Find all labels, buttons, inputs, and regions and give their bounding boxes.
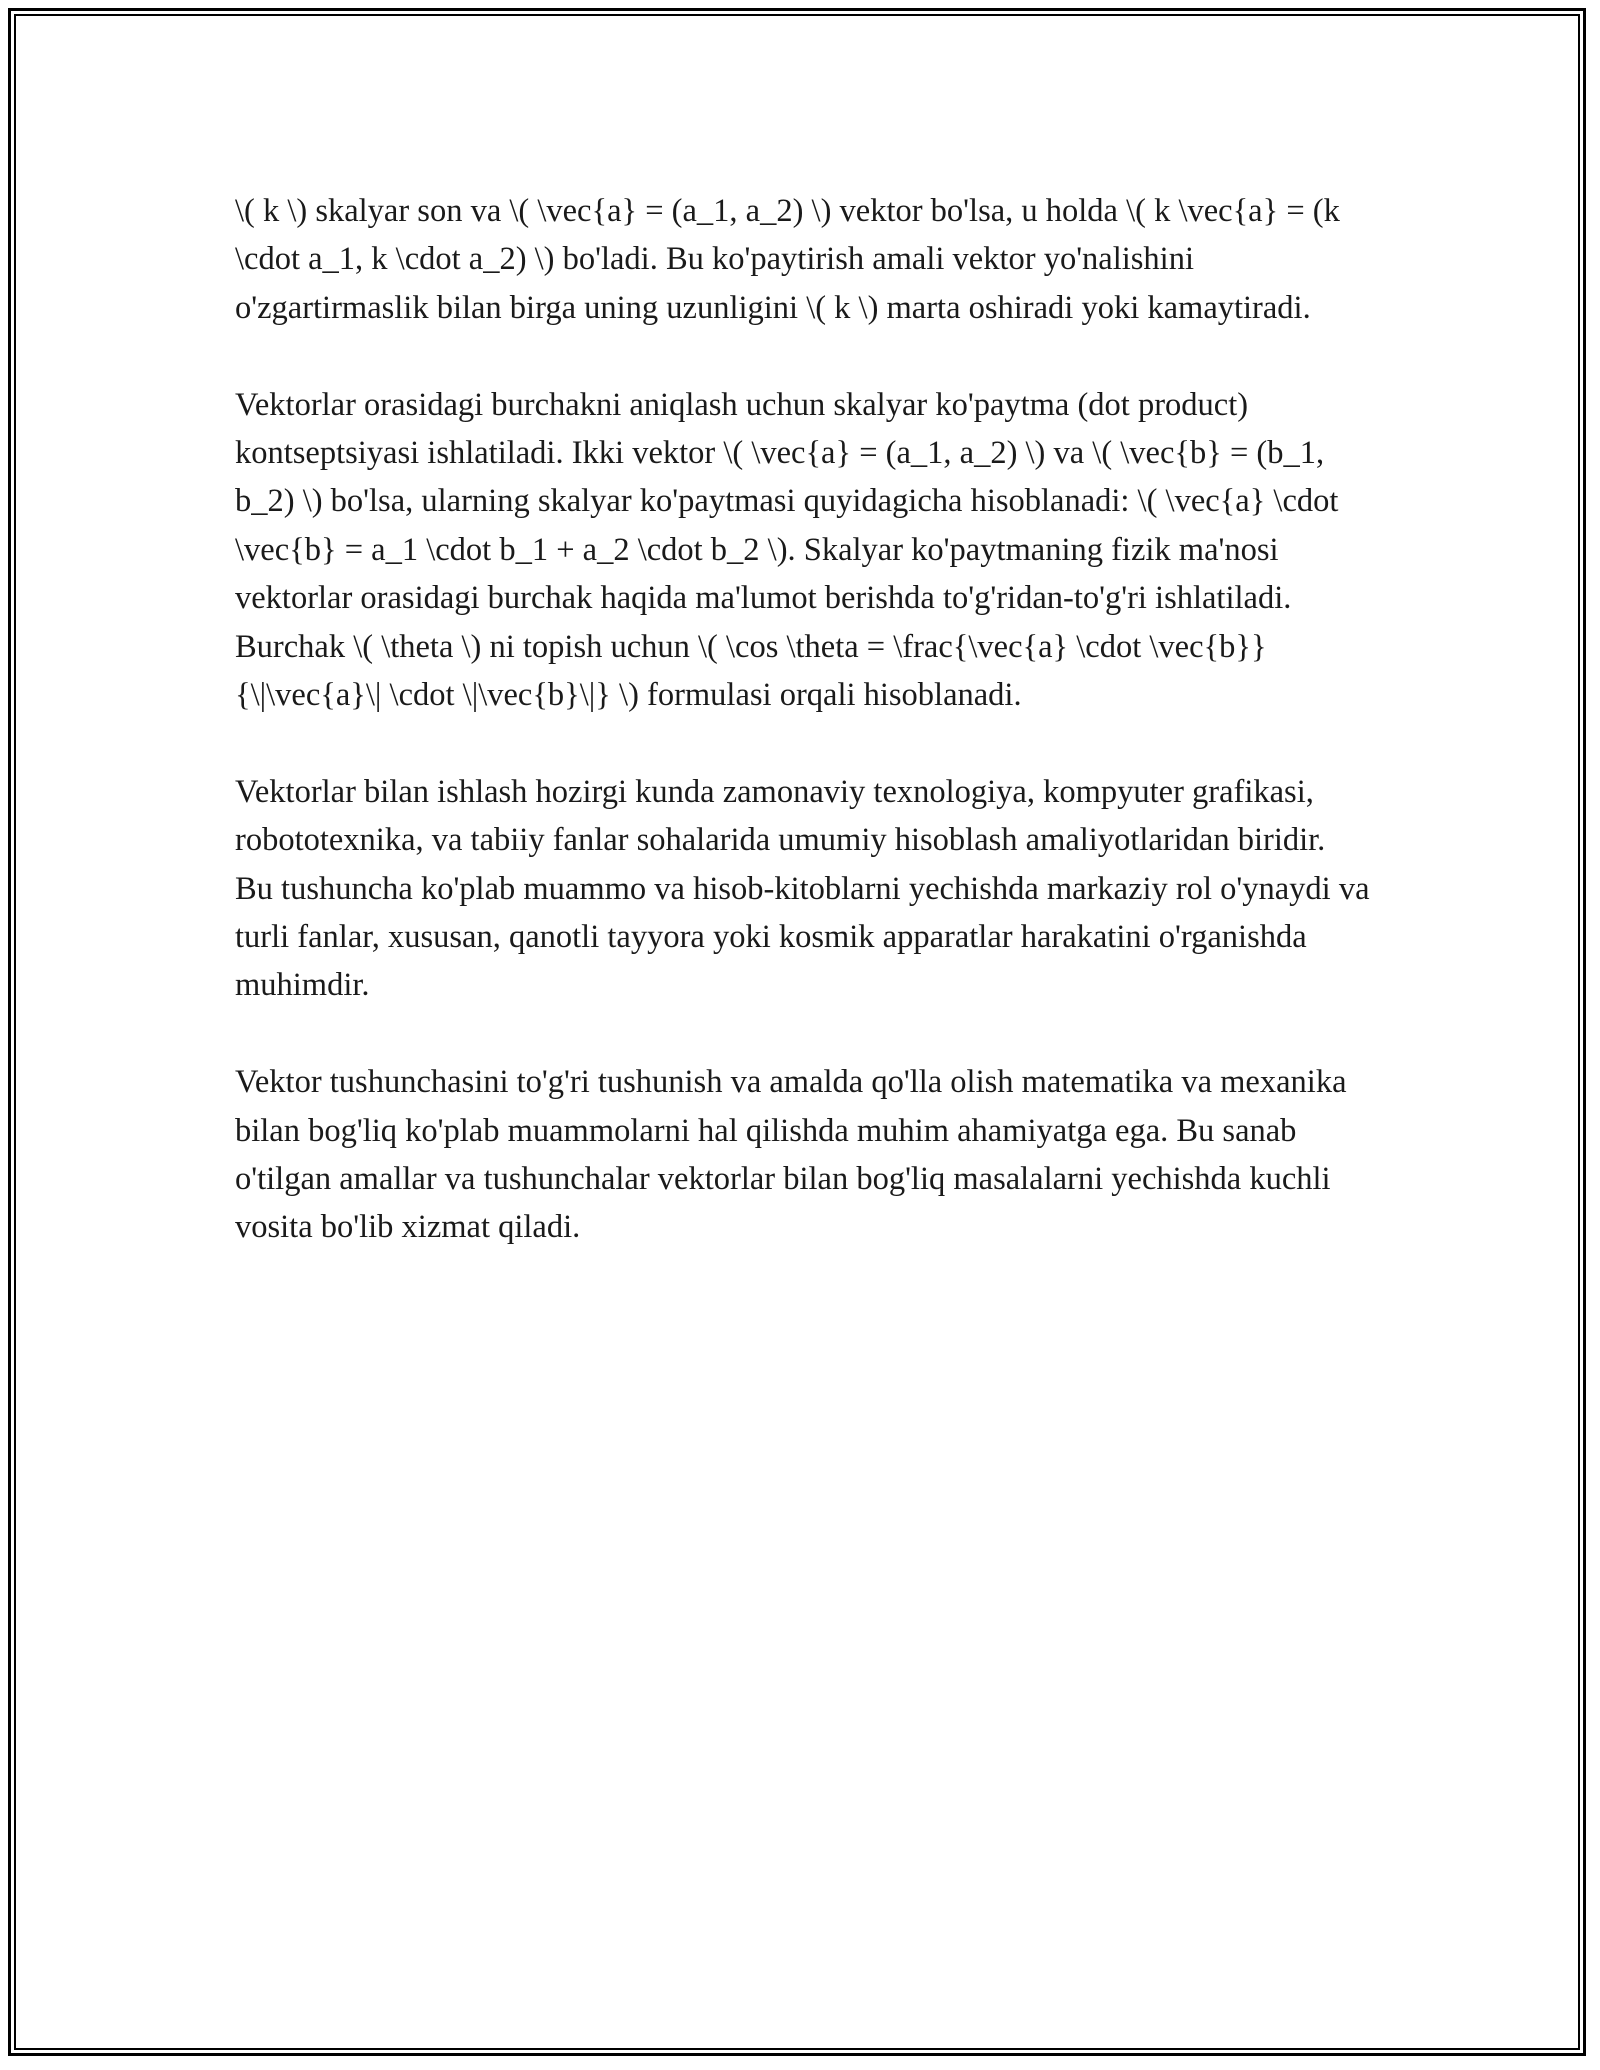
- paragraph-scalar-multiplication: \( k \) skalyar son va \( \vec{a} = (a_1, a_2) \) vektor bo'lsa, u holda \( k \vec{a} = (k \cdot a_1, k \cdot a_2) \) bo'ladi. Bu ko'paytirish amali vektor yo'nalishini o'zgartirmaslik bilan birga uning uzunligini \( k \) marta oshiradi yoki kamaytiradi.: [235, 193, 1340, 326]
- paragraph-applications: Vektorlar bilan ishlash hozirgi kunda zamonaviy texnologiya, kompyuter grafikasi, robototexnika, va tabiiy fanlar sohalarida umumiy hisoblash amaliyotlaridan biridir. Bu tushuncha ko'plab muammo va hisob-kitoblarni yechishda markaziy rol o'ynaydi va turli fanlar, xususan, qanotli tayyora yoki kosmik apparatlar harakatini o'rganishda muhimdir.: [235, 773, 1370, 1004]
- paragraph-conclusion: Vektor tushunchasini to'g'ri tushunish va amalda qo'lla olish matematika va mexanika bilan bog'liq ko'plab muammolarni hal qilishda muhim ahamiyatga ega. Bu sanab o'tilgan amallar va tushunchalar vektorlar bilan bog'liq masalalarni yechishda kuchli vosita bo'lib xizmat qiladi.: [235, 1064, 1347, 1246]
- paragraph-dot-product: Vektorlar orasidagi burchakni aniqlash uchun skalyar ko'paytma (dot product) kontseptsiyasi ishlatiladi. Ikki vektor \( \vec{a} = (a_1, a_2) \) va \( \vec{b} = (b_1, b_2) \) bo'lsa, ularning skalyar ko'paytmasi quyidagicha hisoblanadi: \( \vec{a} \cdot \vec{b} = a_1 \cdot b_1 + a_2 \cdot b_2 \). Skalyar ko'paytmaning fizik ma'nosi vektorlar orasidagi burchak haqida ma'lumot berishda to'g'ridan-to'g'ri ishlatiladi. Burchak \( \theta \) ni topish uchun \( \cos \theta = \frac{\vec{a} \cdot \vec{b}}{\|\vec{a}\| \cdot \|\vec{b}\|} \) formulasi orqali hisoblanadi.: [235, 386, 1339, 714]
- document-body: [235, 187, 1370, 1300]
